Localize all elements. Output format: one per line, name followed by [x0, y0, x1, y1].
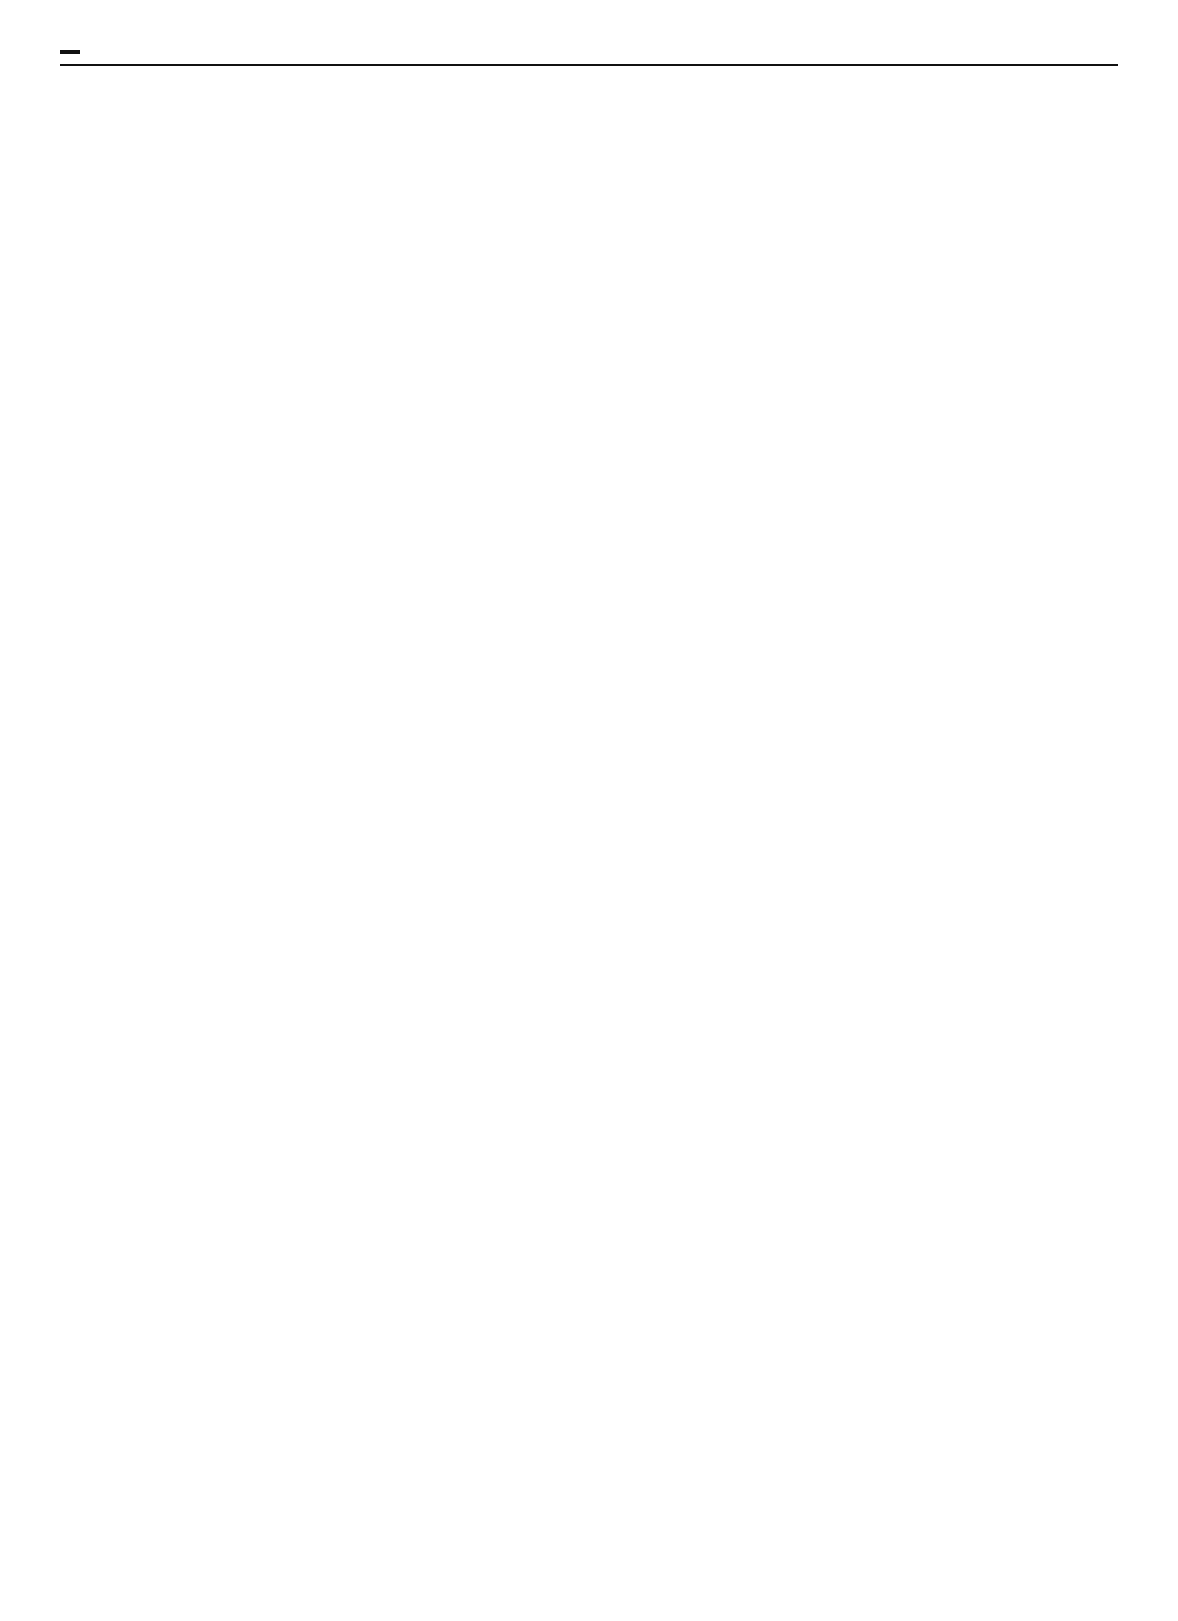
top-columns [60, 86, 1118, 286]
column-left [60, 86, 394, 286]
page-header [60, 40, 1118, 66]
section-label [60, 50, 80, 54]
column-middle [422, 86, 756, 286]
column-right [784, 86, 1118, 286]
